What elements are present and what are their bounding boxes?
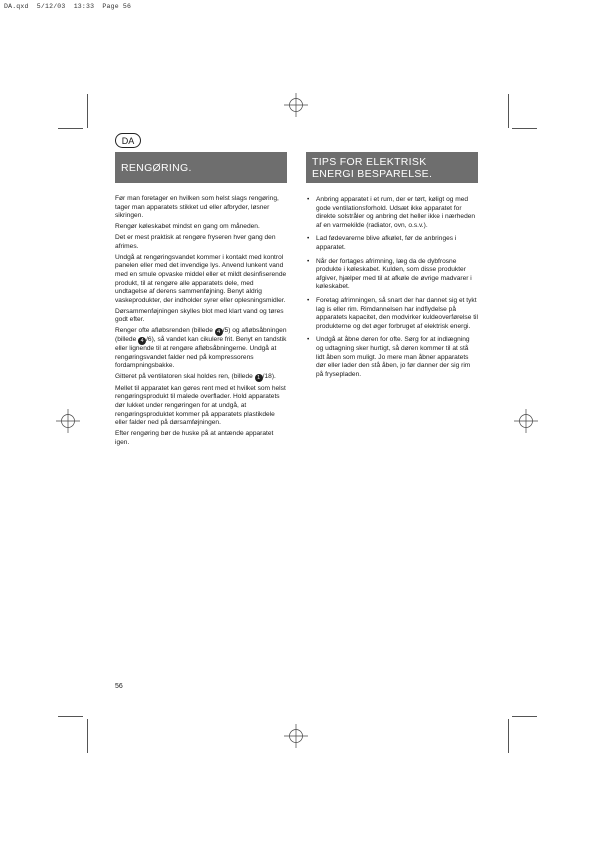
- figure-number-badge: 1: [255, 374, 263, 382]
- figure-number-badge: 4: [138, 337, 146, 345]
- registration-mark-top-icon: [284, 93, 308, 117]
- cleaning-section: [115, 195, 287, 450]
- registration-mark-left-icon: [56, 409, 80, 433]
- energy-tips-section: [306, 196, 478, 384]
- bullet-icon: •: [307, 296, 310, 304]
- crop-mark: [58, 128, 83, 129]
- bullet-icon: •: [307, 196, 310, 203]
- crop-mark: [58, 716, 83, 717]
- crop-mark: [512, 716, 537, 717]
- bullet-icon: •: [307, 336, 310, 344]
- cleaning-paragraph: [115, 373, 287, 382]
- list-item: [306, 196, 478, 230]
- language-badge: DA: [115, 133, 141, 148]
- crop-mark: [87, 94, 88, 128]
- list-item-text: Når der fortages afrimning, læg da de dybfrosne produkte i køleskabet. Kulden, som disse produkter afgiver, hjælper med til at afkøle de øvrige madvarer i køleskabet.: [316, 257, 472, 291]
- list-item-text: Foretag afrimningen, så snart der har dannet sig et tykt lag is eller rim. Rimdannelsen har indflydelse på apparatets kapacitet, den modvirker kuldeoverførelse til produkterne og det øger forbruget af elektrisk energi.: [316, 296, 478, 330]
- paragraph-text: /6), så vandet kan cikulere frit. Benyt en tandstik eller lignende til at rengøre afløbsåbningerne. Undgå at rengøringsvandet falder ned på kompressorens fordampningsbakke.: [115, 336, 287, 370]
- cleaning-paragraph: Før man foretager en hvilken som helst slags rengøring, tager man apparatets stikket ud eller afbryder, løsner sikringen.: [115, 195, 279, 220]
- energy-tips-heading-line: TIPS FOR ELEKTRISK: [312, 156, 427, 168]
- figure-number-badge: 4: [215, 328, 223, 336]
- cleaning-heading-text: RENGØRING.: [121, 161, 192, 174]
- paragraph-text: Renger ofte afløbsrenden (billede: [115, 327, 215, 335]
- registration-mark-right-icon: [514, 409, 538, 433]
- cleaning-paragraph: [115, 327, 287, 371]
- energy-tips-list: [306, 196, 478, 379]
- energy-tips-heading: [306, 152, 478, 183]
- page-number: 56: [115, 683, 123, 690]
- cleaning-paragraph: Det er mest praktisk at rengøre fryseren hver gang den afrimes.: [115, 234, 276, 250]
- list-item: [306, 297, 478, 331]
- print-slug: DA.qxd 5/12/03 13:33 Page 56: [4, 3, 132, 10]
- cleaning-paragraph: Undgå at rengøringsvandet kommer i kontakt med kontrol panelen eller med det invendige lys. Anvend lunkent vand med en smule opvaske middel eller et mildt desinfiserende produkt, til at rengøre alle apparatets dele, med undtagelse af derens sammenføjning. Benyt aldrig vaskeprodukter, der indholder syrer eller oplesningsmidler.: [115, 253, 287, 304]
- energy-tips-heading-line: ENERGI BESPARELSE.: [312, 168, 433, 180]
- cleaning-paragraph: Dørsammenføjningen skylles blot med klart vand og tøres godt efter.: [115, 307, 284, 324]
- bullet-icon: •: [307, 257, 310, 265]
- cleaning-paragraph: Mellet til apparatet kan gøres rent med et hvilket som helst rengøringsprodukt til malede overflader. Hold apparatets dør lukket under rengøringen for at undgå, at rengøringsproduktet kommer på apparatets plastikdele eller falder ned på dørsamføjningen.: [115, 384, 286, 427]
- cleaning-paragraph: Efter rengøring bør de huske på at antænde apparatet igen.: [115, 430, 274, 446]
- paragraph-text: /5) og afløbsåbningen (billede: [115, 327, 287, 344]
- crop-mark: [512, 128, 537, 129]
- registration-mark-bottom-icon: [284, 724, 308, 748]
- list-item-text: Anbring apparatet i et rum, der er tørt, køligt og med gode ventilationsforhold. Udsæt ikke apparatet for direkte solstråler og anbring det heller ikke i nærheden af en varmekilde (radiator, ovn, o.s.v.).: [316, 196, 476, 229]
- crop-mark: [508, 94, 509, 128]
- cleaning-heading: [115, 152, 287, 183]
- list-item: [306, 235, 478, 252]
- list-item: [306, 336, 478, 379]
- paragraph-text: Gitteret på ventilatoren skal holdes ren, (billede: [115, 373, 255, 381]
- cleaning-paragraph: Rengør køleskabet mindst en gang om måneden.: [115, 223, 260, 231]
- list-item-text: Undgå at åbne døren for ofte. Sørg for at indlægning og udtagning sker hurtigt, så døren kommer til at stå lidt åben som muligt. Jo mere man åbner apparatets dør eller lader den stå åben, jo før danner der sig rim på frysepladen.: [316, 336, 471, 378]
- list-item-text: Lad fødevarerne blive afkølet, før de anbringes i apparatet.: [316, 235, 457, 251]
- list-item: [306, 258, 478, 292]
- paragraph-text: /18).: [262, 373, 276, 381]
- crop-mark: [508, 719, 509, 753]
- bullet-icon: •: [307, 235, 310, 243]
- crop-mark: [87, 719, 88, 753]
